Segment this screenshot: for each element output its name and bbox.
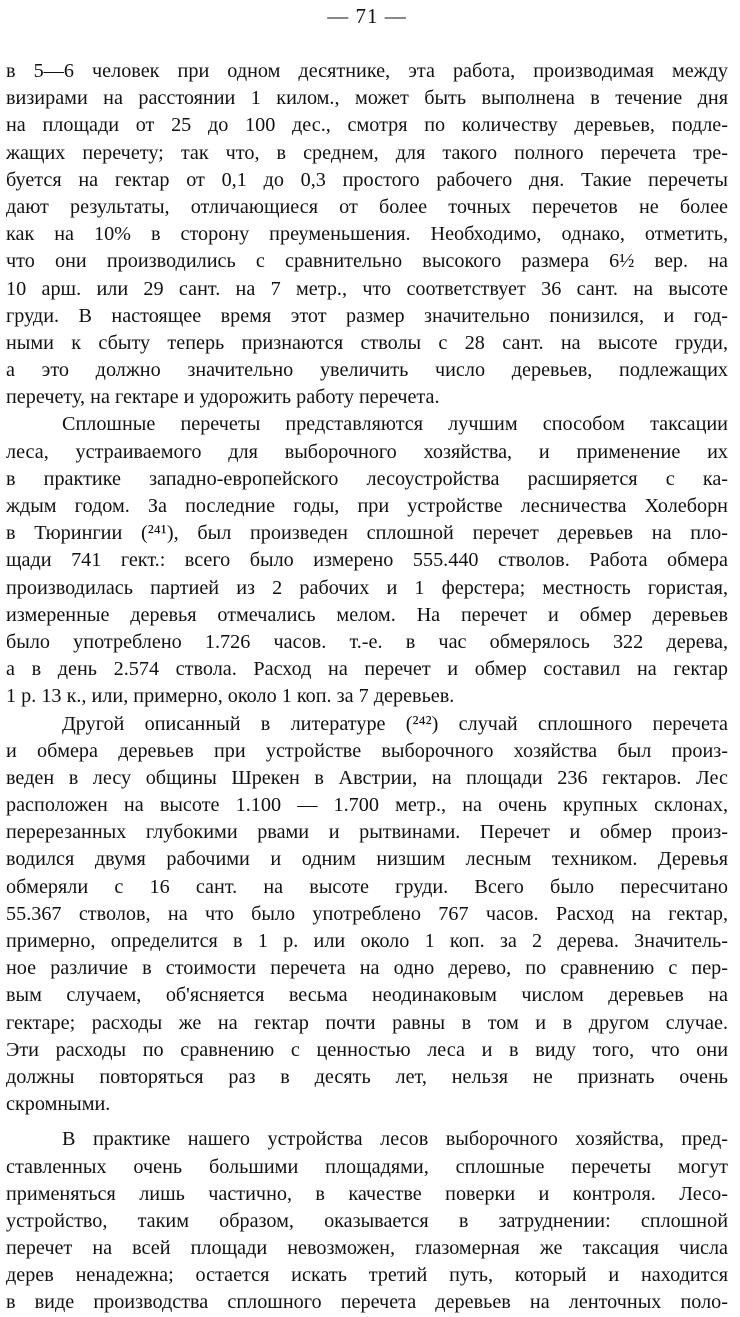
text-line: и обмера деревьев при устройстве выборочного хозяйства был произ- [6,739,728,762]
text-line: перечет на всей площади невозможен, глазомерная же таксация числа [6,1237,728,1260]
book-page [6,0,728,1314]
text-line: применяться лишь частично, в качестве поверки и контроля. Лесо- [6,1182,728,1205]
body-text [6,58,728,1317]
text-line: Сплошные перечеты представляются лучшим способом таксации [62,413,728,436]
text-line: Эти расходы по сравнению с ценностью леса и в виду того, что они [6,1038,728,1061]
text-line: скромными. [6,1093,111,1116]
text-line: 1 р. 13 к., или, примерно, около 1 коп. за 7 деревьев. [6,685,455,708]
text-line: перечету, на гектаре и удорожить работу перечета. [6,386,440,409]
text-line: 55.367 стволов, на что было употреблено 767 часов. Расход на гектар, [6,902,728,925]
text-line: в Тюрингии (²⁴¹), был произведен сплошной перечет деревьев на пло- [6,522,728,545]
text-line: было употреблено 1.726 часов. т.-е. в час обмерялось 322 дерева, [6,630,728,653]
text-line: ждым годом. За последние годы, при устройстве лесничества Холеборн [6,495,728,517]
text-line: жащих перечету; так что, в среднем, для такого полного перечета тре- [6,141,728,164]
text-line: в практике западно-европейского лесоустройства расширяется с ка- [6,467,728,490]
text-line: примерно, определится в 1 р. или около 1 коп. за 2 дерева. Значитель- [6,930,728,952]
text-line: что они производились с сравнительно высокого размера 6½ вер. на [6,250,728,273]
text-line: перерезанных глубокими рвами и рытвинами. Перечет и обмер произ- [6,821,728,844]
text-line: а это должно значительно увеличить число деревьев, подлежащих [6,359,728,382]
text-line: обмеряли с 16 сант. на высоте груди. Всего было пересчитано [6,875,728,898]
text-line: должны повторяться раз в десять лет, нельзя не признать очень [6,1065,728,1088]
text-line: в 5—6 человек при одном десятнике, эта работа, производимая между [6,60,728,82]
text-line: вым случаем, об'ясняется весьма неодинаковым числом деревьев на [6,984,728,1007]
text-line: ное различие в стоимости перечета на одно дерево, по сравнению с пер- [6,957,728,980]
text-line: груди. В настоящее время этот размер значительно понизился, и год- [6,304,728,327]
text-line: буется на гектар от 0,1 до 0,3 простого рабочего дня. Такие перечеты [6,168,728,191]
text-line: щади 741 гект.: всего было измерено 555.440 стволов. Работа обмера [6,549,728,572]
text-line: ставленных очень большими площадями, сплошные перечеты могут [6,1155,728,1178]
text-line: на площади от 25 до 100 дес., смотря по количеству деревьев, подле- [6,114,728,137]
text-line: гектаре; расходы же на гектар почти равны в том и в другом случае. [6,1011,728,1034]
text-line: леса, устраиваемого для выборочного хозяйства, и применение их [6,440,728,463]
text-line: визирами на расстоянии 1 килом., может быть выполнена в течение дня [6,87,728,110]
text-line: дают результаты, отличающиеся от более точных перечетов не более [6,195,728,218]
text-line: ными к сбыту теперь признаются стволы с 28 сант. на высоте груди, [6,331,728,354]
text-line: водился двумя рабочими и одним низшим лесным техником. Деревья [6,848,728,871]
text-line: дерев ненадежна; остается искать третий путь, который и находится [6,1264,728,1287]
text-line: устройство, таким образом, оказывается в затруднении: сплошной [6,1209,728,1232]
text-line: в виде производства сплошного перечета деревьев на ленточных поло- [6,1291,728,1314]
text-line: веден в лесу общины Шрекен в Австрии, на площади 236 гектаров. Лес [6,766,728,789]
page-number: — 71 — [327,4,407,28]
text-line: В практике нашего устройства лесов выборочного хозяйства, пред- [62,1128,728,1151]
text-line: как на 10% в сторону преуменьшения. Необходимо, однако, отметить, [6,223,728,246]
text-line: Другой описанный в литературе (²⁴²) случай сплошного перечета [62,712,728,735]
text-line: а в день 2.574 ствола. Расход на перечет и обмер составил на гектар [6,658,728,681]
text-line: производилась партией из 2 рабочих и 1 ферстера; местность гористая, [6,576,728,599]
text-line: расположен на высоте 1.100 — 1.700 метр., на очень крупных склонах, [6,794,728,817]
text-line: измеренные деревья отмечались мелом. На перечет и обмер деревьев [6,603,728,626]
text-line: 10 арш. или 29 сант. на 7 метр., что соответствует 36 сант. на высоте [6,277,728,300]
